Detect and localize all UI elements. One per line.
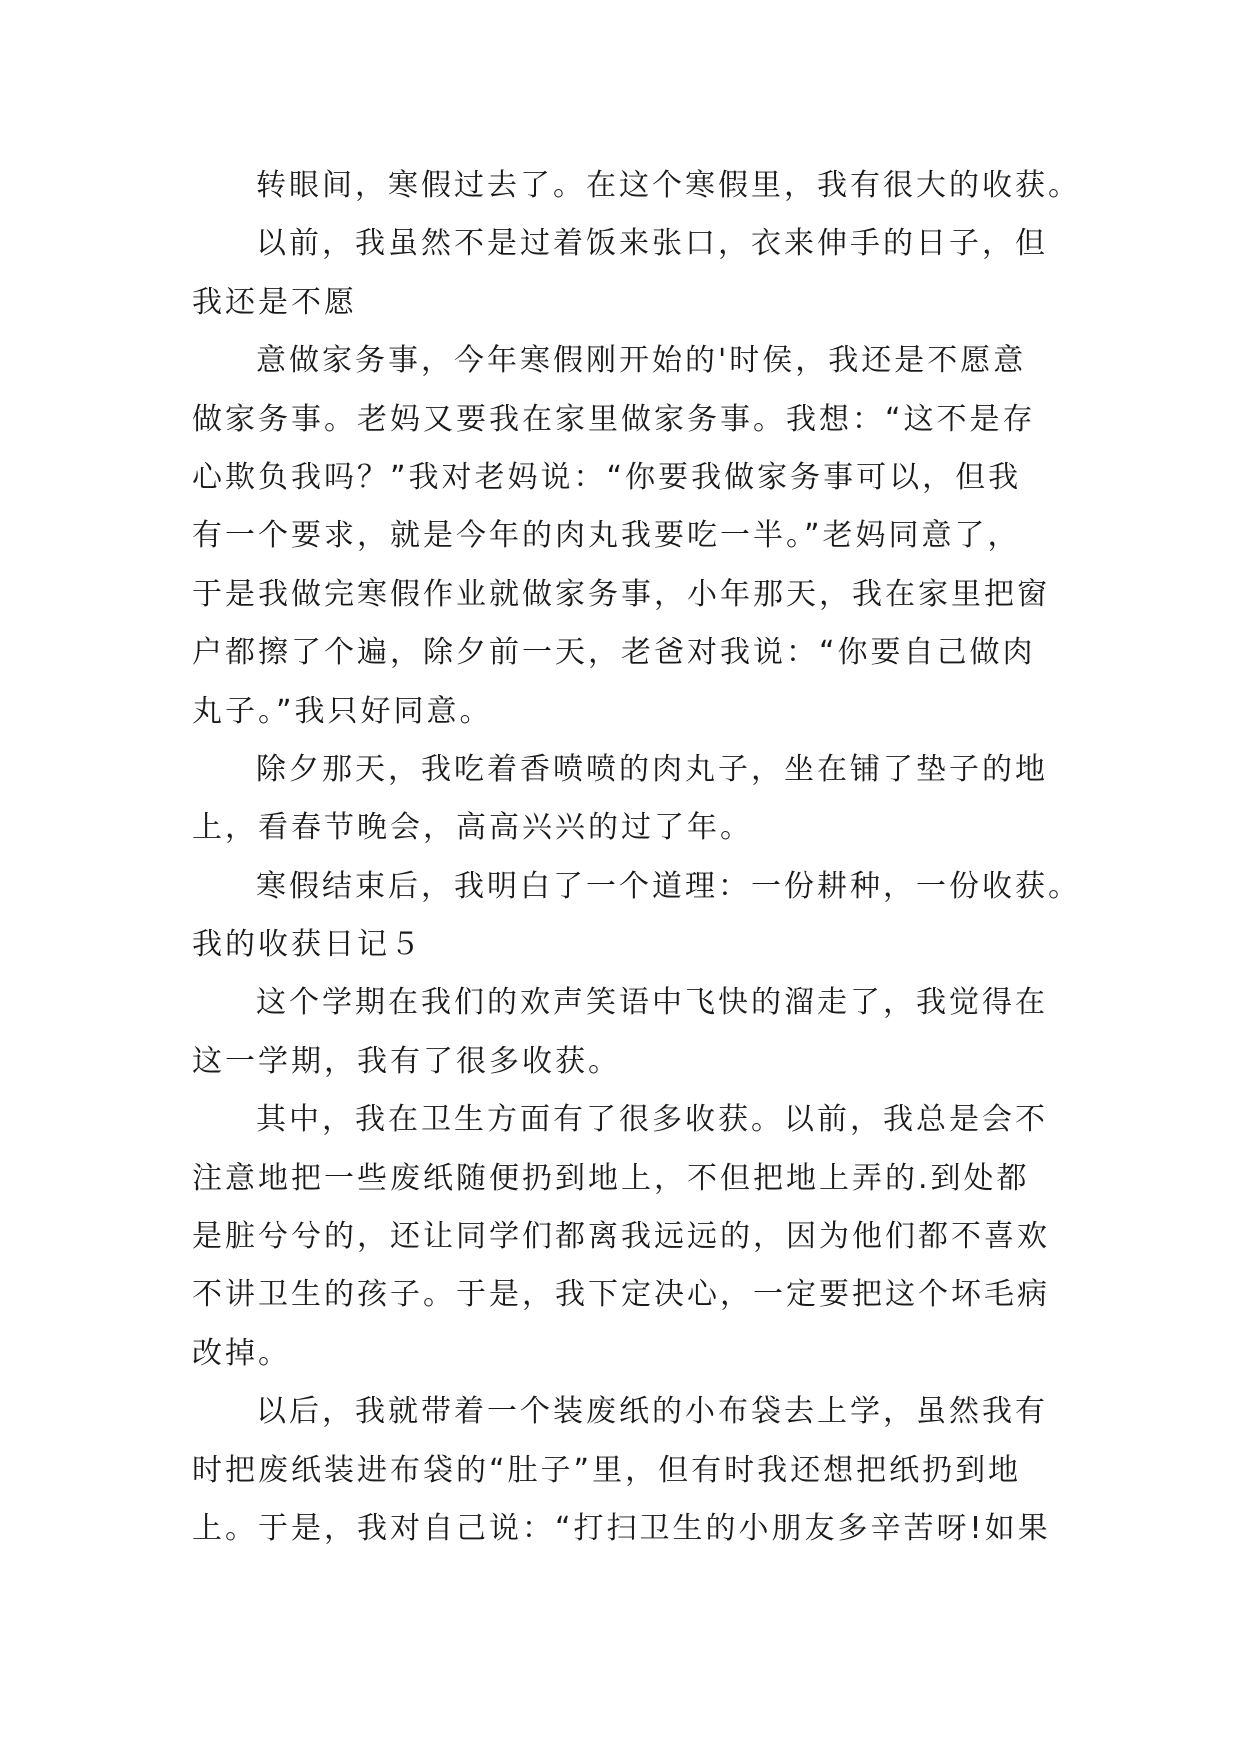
text-line: 这个学期在我们的欢声笑语中飞快的溜走了，我觉得在 [256,985,1048,1021]
text-line: 不讲卫生的孩子。于是，我下定决心，一定要把这个坏毛病 [192,1277,1050,1313]
text-line: 心欺负我吗？”我对老妈说：“你要我做家务事可以，但我 [192,459,1022,495]
text-line: 意做家务事，今年寒假刚开始的'时侯，我还是不愿意 [256,343,1027,379]
text-line: 这一学期，我有了很多收获。 [192,1043,621,1079]
text-line: 是脏兮兮的，还让同学们都离我远远的，因为他们都不喜欢 [192,1219,1050,1255]
text-line: 我还是不愿 [192,284,357,320]
text-line: 户都擦了个遍，除夕前一天，老爸对我说：“你要自己做肉 [192,635,1036,671]
text-line: 有一个要求，就是今年的肉丸我要吃一半。”老妈同意了， [192,518,1021,554]
text-line: 其中，我在卫生方面有了很多收获。以前，我总是会不 [256,1102,1048,1138]
text-line: 以前，我虽然不是过着饭来张口，衣来伸手的日子，但 [256,226,1048,262]
text-line: 除夕那天，我吃着香喷喷的肉丸子，坐在铺了垫子的地 [256,751,1048,787]
document-body [192,157,1081,1558]
text-line: 上，看春节晚会，高高兴兴的过了年。 [192,810,753,846]
text-line: 转眼间，寒假过去了。在这个寒假里，我有很大的收获。 [256,168,1081,203]
section-title: 我的收获日记５ [192,927,423,963]
text-line: 注意地把一些废纸随便扔到地上，不但把地上弄的.到处都 [192,1160,1030,1196]
text-line: 做家务事。老妈又要我在家里做家务事。我想：“这不是存 [192,401,1036,437]
text-line: 改掉。 [192,1335,291,1371]
text-line: 时把废纸装进布袋的“肚子”里，但有时我还想把纸扔到地 [192,1452,1022,1488]
text-line: 以后，我就带着一个装废纸的小布袋去上学，虽然我有 [256,1394,1048,1430]
text-line: 于是我做完寒假作业就做家务事，小年那天，我在家里把窗 [192,576,1050,612]
text-line: 上。于是，我对自己说：“打扫卫生的小朋友多辛苦呀!如果 [192,1510,1051,1546]
text-line: 丸子。”我只好同意。 [192,693,493,729]
text-line: 寒假结束后，我明白了一个道理：一份耕种，一份收获。 [256,868,1081,904]
